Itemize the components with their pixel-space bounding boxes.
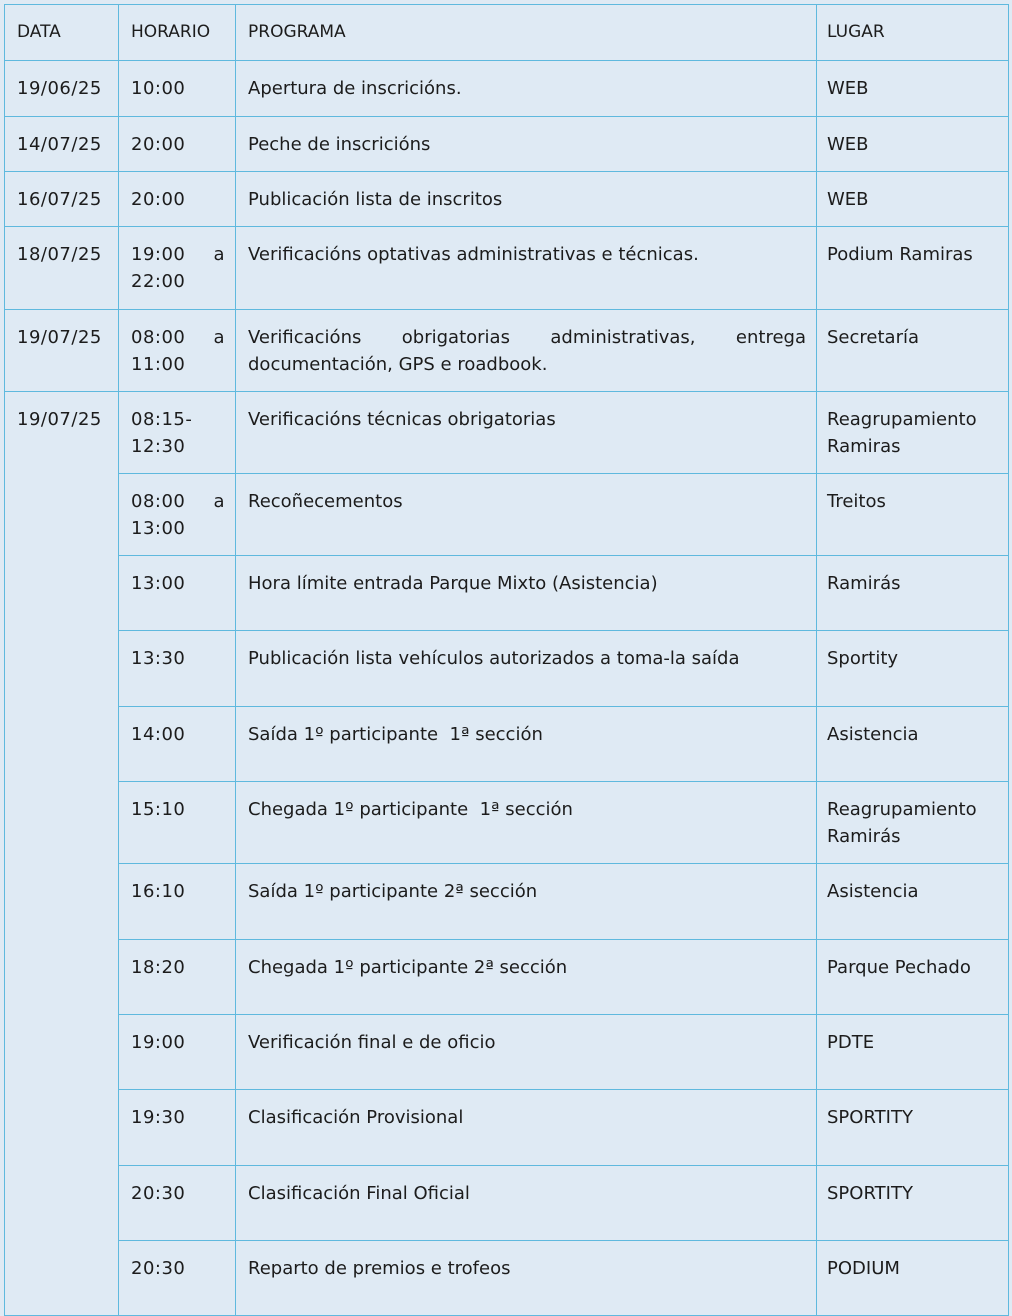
horario-sep: a	[213, 491, 225, 512]
cell-horario	[119, 227, 236, 310]
cell-lugar: Parque Pechado	[817, 940, 1009, 1015]
cell-lugar: WEB	[817, 117, 1009, 172]
cell-lugar	[817, 392, 1009, 474]
table-row	[5, 310, 1009, 392]
cell-lugar: SPORTITY	[817, 1090, 1009, 1166]
horario-start: 08:15-	[131, 409, 193, 430]
header-data: DATA	[5, 5, 119, 61]
cell-horario	[119, 392, 236, 474]
cell-programa: Verificacións optativas administrativas e técnicas.	[236, 227, 817, 310]
cell-programa: Apertura de inscricións.	[236, 61, 817, 117]
cell-lugar: Asistencia	[817, 707, 1009, 782]
cell-lugar: SPORTITY	[817, 1166, 1009, 1241]
table-row	[5, 782, 1009, 864]
horario-end: 12:30	[131, 436, 186, 457]
cell-lugar: Ramirás	[817, 556, 1009, 631]
table-row	[5, 172, 1009, 227]
table-header-row	[5, 5, 1009, 61]
cell-programa: Publicación lista de inscritos	[236, 172, 817, 227]
horario-start: 08:00	[131, 327, 186, 348]
cell-horario: 19:30	[119, 1090, 236, 1166]
header-programa: PROGRAMA	[236, 5, 817, 61]
cell-programa: Verificacións obrigatorias administrativas, entrega documentación, GPS e roadbook.	[236, 310, 817, 392]
table-row	[5, 1090, 1009, 1166]
table-row	[5, 707, 1009, 782]
cell-horario: 20:00	[119, 172, 236, 227]
cell-data: 14/07/25	[5, 117, 119, 172]
cell-programa: Verificacións técnicas obrigatorias	[236, 392, 817, 474]
cell-programa: Peche de inscricións	[236, 117, 817, 172]
cell-programa: Saída 1º participante 2ª sección	[236, 864, 817, 940]
table-row	[5, 392, 1009, 474]
cell-lugar: Asistencia	[817, 864, 1009, 940]
cell-lugar: Secretaría	[817, 310, 1009, 392]
cell-horario: 20:00	[119, 117, 236, 172]
cell-programa: Clasificación Provisional	[236, 1090, 817, 1166]
cell-horario: 19:00	[119, 1015, 236, 1090]
header-lugar: LUGAR	[817, 5, 1009, 61]
table-row	[5, 474, 1009, 556]
cell-programa: Reparto de premios e trofeos	[236, 1241, 817, 1316]
cell-horario: 13:00	[119, 556, 236, 631]
cell-horario: 10:00	[119, 61, 236, 117]
cell-lugar: PODIUM	[817, 1241, 1009, 1316]
cell-data: 19/06/25	[5, 61, 119, 117]
cell-lugar: Sportity	[817, 631, 1009, 707]
cell-data: 18/07/25	[5, 227, 119, 310]
cell-horario: 13:30	[119, 631, 236, 707]
cell-horario: 20:30	[119, 1241, 236, 1316]
cell-horario: 14:00	[119, 707, 236, 782]
horario-end: 13:00	[131, 518, 186, 539]
cell-horario: 16:10	[119, 864, 236, 940]
horario-end: 22:00	[131, 271, 186, 292]
horario-start: 08:00	[131, 491, 186, 512]
cell-lugar	[817, 782, 1009, 864]
cell-lugar: WEB	[817, 172, 1009, 227]
cell-lugar: Treitos	[817, 474, 1009, 556]
cell-horario: 15:10	[119, 782, 236, 864]
table-row	[5, 1241, 1009, 1316]
cell-data: 19/07/25	[5, 392, 119, 1316]
table-row	[5, 940, 1009, 1015]
cell-horario	[119, 474, 236, 556]
horario-start: 19:00	[131, 244, 186, 265]
lugar-line: Reagrupamiento	[827, 409, 977, 430]
horario-sep: a	[213, 244, 225, 265]
cell-lugar: PDTE	[817, 1015, 1009, 1090]
cell-programa: Chegada 1º participante 2ª sección	[236, 940, 817, 1015]
table-row	[5, 61, 1009, 117]
cell-data: 16/07/25	[5, 172, 119, 227]
table-row	[5, 556, 1009, 631]
table-row	[5, 1015, 1009, 1090]
table-row	[5, 117, 1009, 172]
table-row	[5, 631, 1009, 707]
cell-horario: 20:30	[119, 1166, 236, 1241]
header-horario: HORARIO	[119, 5, 236, 61]
horario-sep: a	[213, 327, 225, 348]
cell-programa: Recoñecementos	[236, 474, 817, 556]
cell-horario: 18:20	[119, 940, 236, 1015]
cell-programa: Publicación lista vehículos autorizados a toma-la saída	[236, 631, 817, 707]
cell-lugar: Podium Ramiras	[817, 227, 1009, 310]
cell-programa: Saída 1º participante 1ª sección	[236, 707, 817, 782]
schedule-table	[4, 4, 1009, 1316]
cell-programa: Hora límite entrada Parque Mixto (Asistencia)	[236, 556, 817, 631]
cell-programa: Clasificación Final Oficial	[236, 1166, 817, 1241]
lugar-line: Reagrupamiento	[827, 799, 977, 820]
cell-horario	[119, 310, 236, 392]
cell-programa: Verificación final e de oficio	[236, 1015, 817, 1090]
horario-end: 11:00	[131, 354, 186, 375]
lugar-line: Ramiras	[827, 436, 901, 457]
cell-data: 19/07/25	[5, 310, 119, 392]
table-row	[5, 864, 1009, 940]
lugar-line: Ramirás	[827, 826, 901, 847]
cell-lugar: WEB	[817, 61, 1009, 117]
cell-programa: Chegada 1º participante 1ª sección	[236, 782, 817, 864]
table-row	[5, 227, 1009, 310]
table-row	[5, 1166, 1009, 1241]
